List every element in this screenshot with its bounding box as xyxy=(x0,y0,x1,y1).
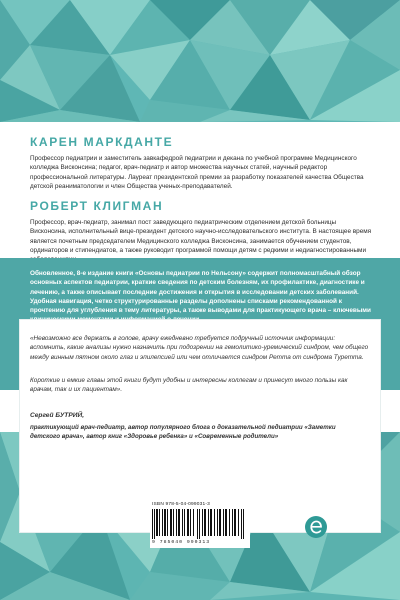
quote-author: Сергей БУТРИЙ, xyxy=(30,412,85,419)
author-bio-1: Профессор педиатрии и заместитель завкафедрой педиатрии и декана по учебной программе Медицинского колледжа Висконсина; педагог, врач-педиатр и автор множества научных статей, научный редактор профессиональной литературы. Лауреат президентской премии за разработку показателей качества Общества детской реаниматологии и член Общества ученых-преподавателей. xyxy=(30,155,364,190)
book-description: Обновленное, 8-е издание книги «Основы педиатрии по Нельсону» содержит полномасштабный обзор основных аспектов педиатрии, краткие сведения по детским болезням, их профилактике, диагностике и лечению, а также описывает последние достижения и открытия в исследовании детских заболеваний. Удобная навигация, четко структурированные разделы дополнены списками рекомендованной к прочтению для углубления в тему литературы, а также выводами для практикующего врача – ключевыми xyxy=(30,270,371,315)
authors-section xyxy=(30,135,374,265)
author-name-1: КАРЕН МАРКДАНТЕ xyxy=(30,135,174,149)
quote-author-description: практикующий врач-педиатр, автор популярного блога о доказательной педиатрии «Заметки детского врача», автор книг «Здоровье ребенка» и «Современные родители» xyxy=(30,424,336,440)
isbn-number: ISBN 978-5-04-099031-3 xyxy=(152,502,210,507)
author-bio-2: Профессор, врач-педиатр, занимал пост заведующего педиатрическим отделением детской больницы Висконсина, исполнительный вице-президент детского научно-исследовательского института. В настоящее время является почетным председателем Медицинского колледжа Висконсина, занимается обучением студентов, ординаторов и стипендиатов, а также руководит программой помощи детям с редкими и недиагностированными xyxy=(30,219,372,255)
isbn-barcode xyxy=(150,500,250,548)
author-name-2: РОБЕРТ КЛИГМАН xyxy=(30,199,164,214)
quote-paragraph-1: «Невозможно все держать в голове, врачу ежедневно требуется подручный источник информации: вспомнить, какие анализы нужно назначить при подозрении на гемолитико-уремический синдром, чем общего между винным пятном около глаз и эпилепсией или чем отличается синдром Ретта от синдрома Туретта. xyxy=(30,335,369,361)
barcode-digits: 9 785040 990313 xyxy=(152,540,211,545)
quote-paragraph-2: Короткие и емкие главы этой книги будут удобны и интересны коллегам и принесут много пользы как врачам, так и их пациентам». xyxy=(30,377,348,394)
publisher-logo-icon xyxy=(304,515,328,539)
barcode-bars xyxy=(152,509,248,539)
decorative-pattern-top xyxy=(0,0,400,122)
